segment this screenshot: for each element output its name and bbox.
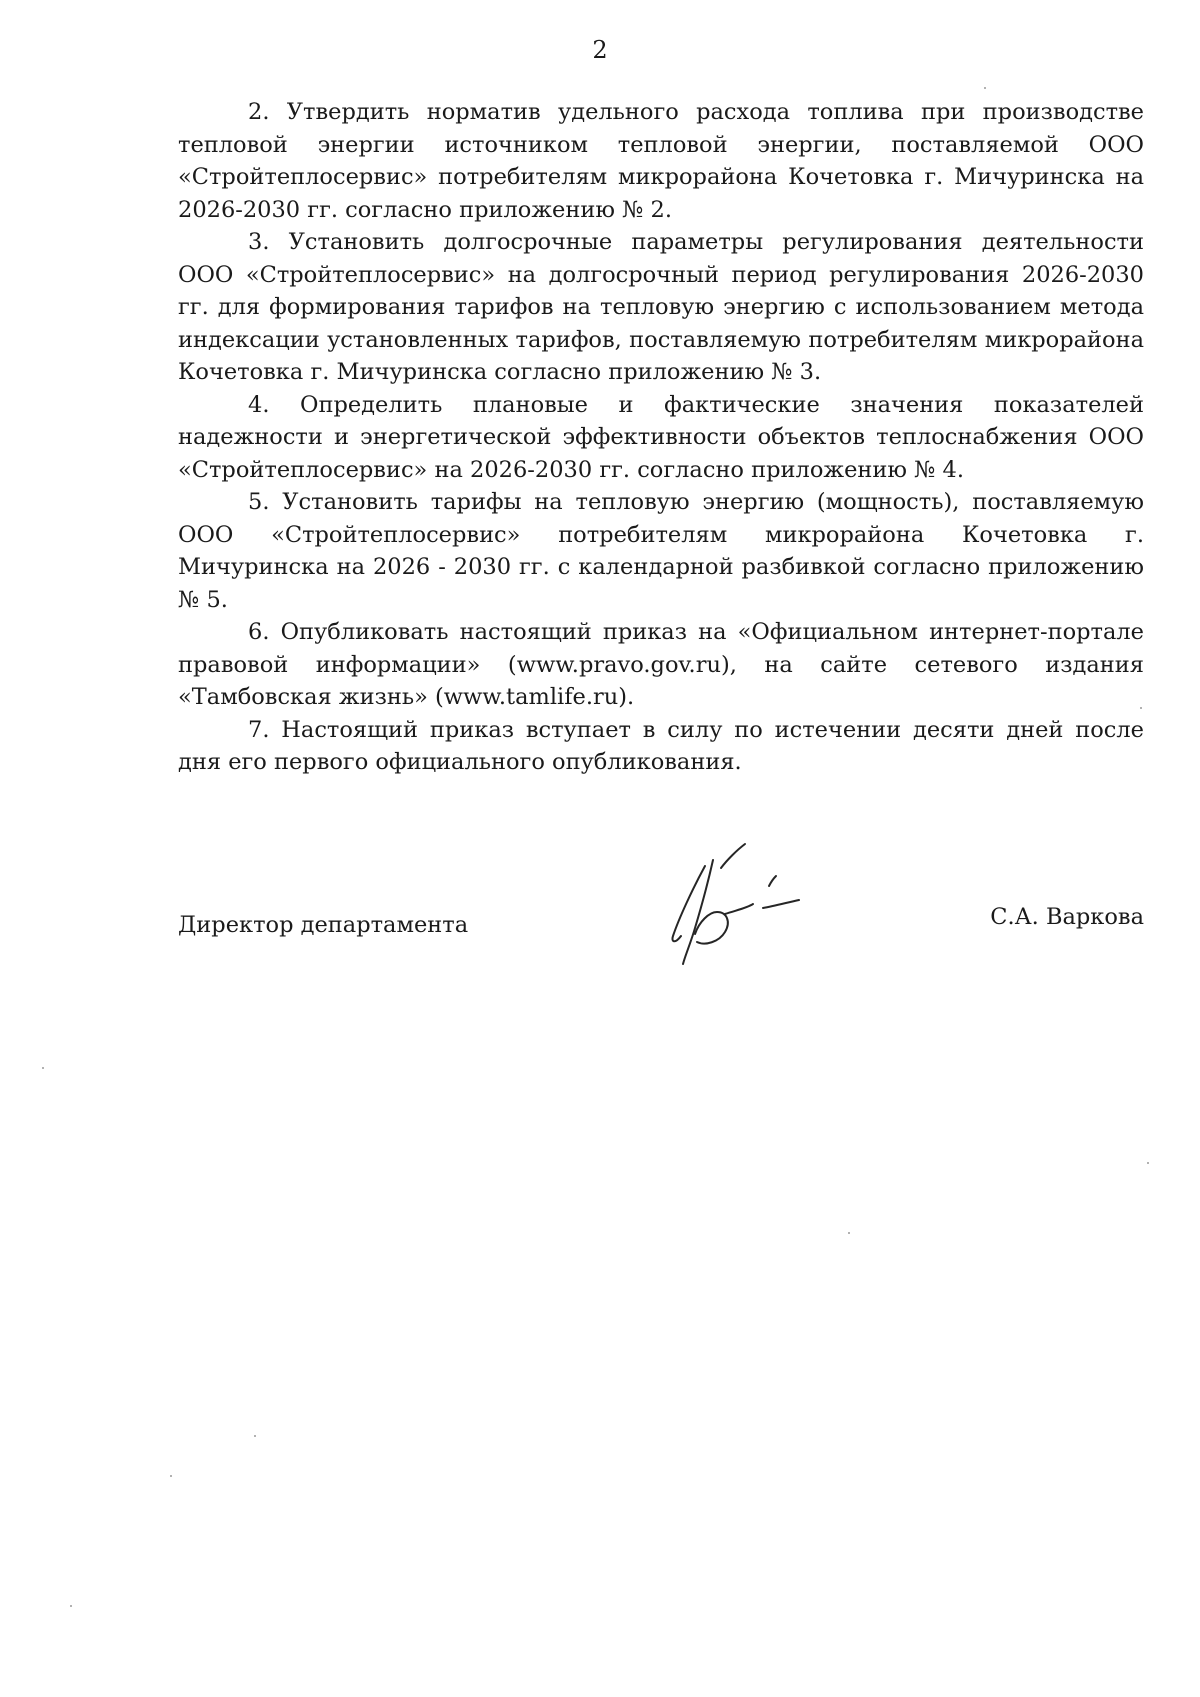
- document-body: [178, 96, 1144, 779]
- paragraph-item-4: 4. Определить плановые и фактические значения показателей надежности и энергетической эффективности объектов теплоснабжения ООО «Стройтеплосервис» на 2026-2030 гг. согласно приложению № 4.: [178, 391, 1144, 483]
- scan-speck: [70, 1605, 72, 1607]
- signatory-title: Директор департамента: [178, 912, 469, 938]
- paragraph-item-5: 5. Установить тарифы на тепловую энергию (мощность), поставляемую ООО «Стройтеплосервис» потребителям микрорайона Кочетовка г. Мичуринска на 2026 - 2030 гг. с календарной разбивкой согласно приложению № 5.: [178, 489, 1144, 613]
- scan-speck: [254, 1435, 256, 1437]
- paragraph-item-2: 2. Утвердить норматив удельного расхода топлива при производстве тепловой энергии источником тепловой энергии, поставляемой ООО «Стройтеплосервис» потребителям микрорайона Кочетовка г. Мичуринска на 2026-2030 гг. согласно приложению № 2.: [178, 99, 1144, 223]
- scan-speck: [984, 87, 986, 89]
- scan-speck: [42, 1067, 44, 1069]
- signature-block: [178, 900, 1144, 960]
- paragraph-item-7: 7. Настоящий приказ вступает в силу по истечении десяти дней после дня его первого официального опубликования.: [178, 716, 1144, 775]
- paragraph-item-3: 3. Установить долгосрочные параметры регулирования деятельности ООО «Стройтеплосервис» на долгосрочный период регулирования 2026-2030 гг. для формирования тарифов на тепловую энергию с использованием метода индексации установленных тарифов, поставляемую потребителям микрорайона Кочетовка г. Мичуринска согласно приложению № 3.: [178, 229, 1144, 385]
- scan-speck: [1140, 707, 1142, 709]
- scan-speck: [1147, 1162, 1149, 1164]
- page-number: 2: [592, 36, 608, 64]
- scan-speck: [848, 1232, 850, 1234]
- signatory-name: С.А. Варкова: [990, 904, 1144, 930]
- scan-speck: [170, 1475, 172, 1477]
- handwritten-signature: [665, 838, 840, 968]
- paragraph-item-6: 6. Опубликовать настоящий приказ на «Официальном интернет-портале правовой информации» (www.pravo.gov.ru), на сайте сетевого издания «Тамбовская жизнь» (www.tamlife.ru).: [178, 619, 1144, 710]
